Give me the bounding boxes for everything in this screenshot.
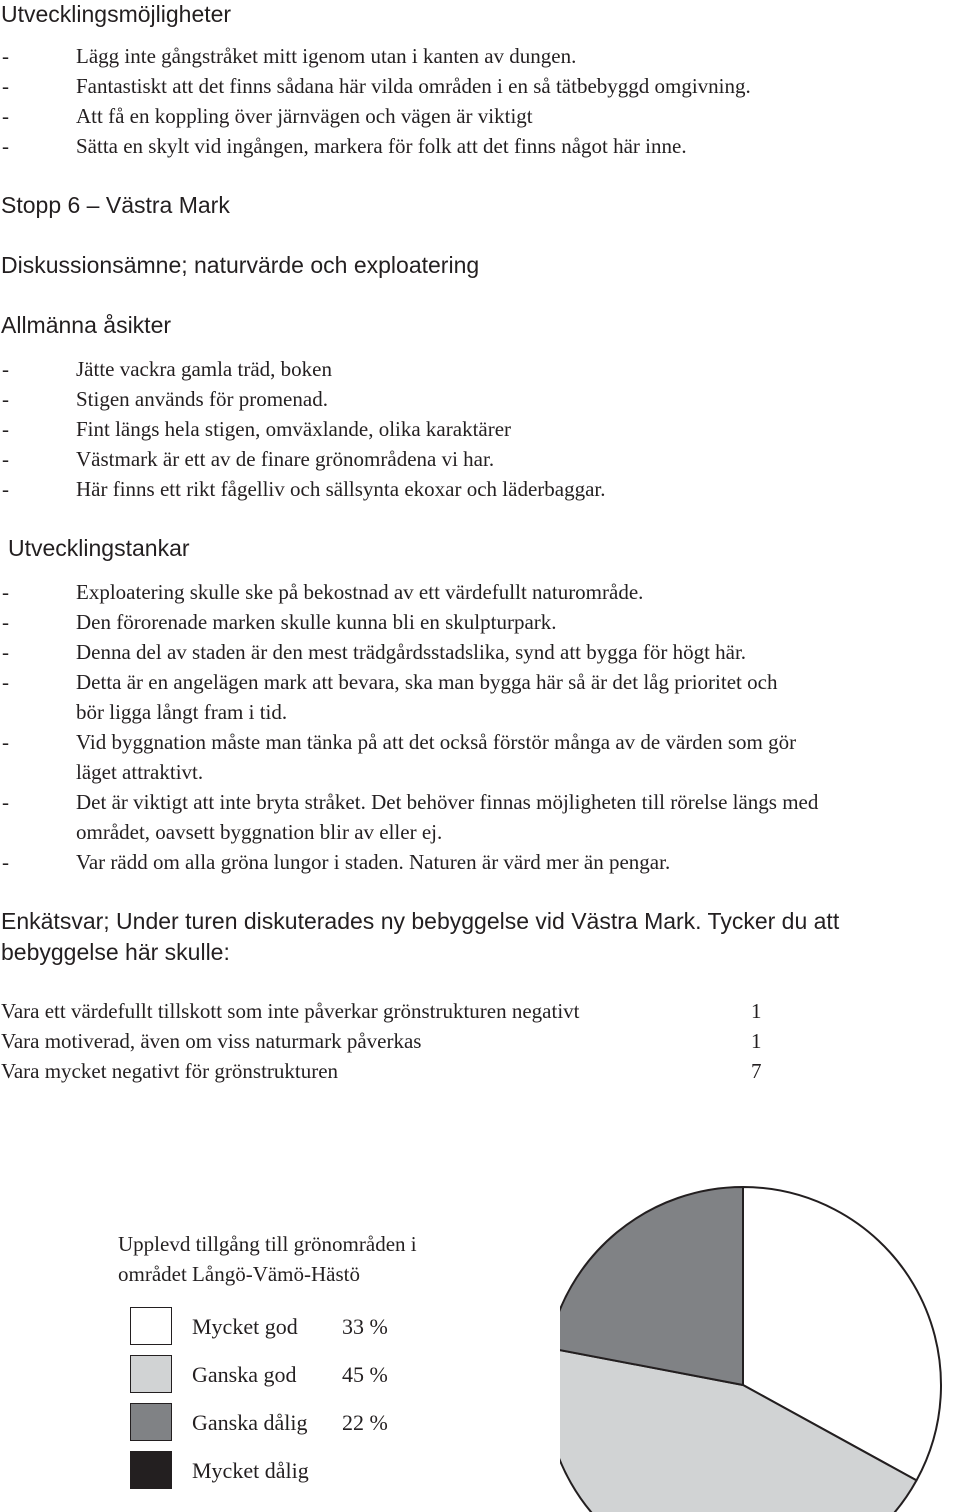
list-item: - Den förorenade marken skulle kunna bli en skulpturpark. [2, 610, 557, 634]
list-allmanna-asikter [0, 354, 960, 504]
list-item: - Fint längs hela stigen, omväxlande, olika karaktärer [2, 417, 512, 441]
legend-swatch [130, 1307, 172, 1345]
list-utvecklingsmojligheter [0, 41, 960, 161]
legend-swatch [130, 1451, 172, 1489]
legend-swatch [130, 1355, 172, 1393]
heading-utvecklingstankar: Utvecklingstankar [8, 535, 190, 561]
survey-row-label: Vara motiverad, även om viss naturmark påverkas [1, 1029, 422, 1053]
list-item: - Jätte vackra gamla träd, boken [2, 357, 332, 381]
heading-allmanna-asikter: Allmänna åsikter [1, 312, 172, 338]
heading-utvecklingsmojligheter: Utvecklingsmöjligheter [1, 1, 232, 27]
chart-title-line: området Långö-Vämö-Hästö [118, 1262, 361, 1286]
list-item: - Västmark är ett av de finare grönområdena vi har. [2, 447, 495, 471]
survey-row-count: 1 [751, 999, 762, 1023]
survey-row-count: 1 [751, 1029, 762, 1053]
legend-label: Mycket dålig [192, 1458, 309, 1483]
legend-value: 45 % [342, 1362, 388, 1387]
list-item: - Sätta en skylt vid ingången, markera för folk att det finns något här inne. [2, 134, 687, 158]
heading-stopp: Stopp 6 – Västra Mark [1, 192, 230, 218]
list-item: - Detta är en angelägen mark att bevara, ska man bygga här så är det låg prioritet och bör ligga långt fram i tid. [2, 670, 778, 724]
legend-value: 22 % [342, 1410, 388, 1435]
list-utvecklingstankar [0, 577, 960, 877]
list-item: - Att få en koppling över järnvägen och vägen är viktigt [2, 104, 533, 128]
list-item: - Vid byggnation måste man tänka på att det också förstör många av de värden som gör läget attraktivt. [2, 730, 797, 784]
chart-title-line: Upplevd tillgång till grönområden i [118, 1232, 417, 1256]
survey-row-label: Vara mycket negativt för grönstrukturen [1, 1059, 339, 1083]
survey-question-line: Enkätsvar; Under turen diskuterades ny bebyggelse vid Västra Mark. Tycker du att [1, 908, 840, 934]
survey-row [1, 1056, 762, 1086]
legend-label: Ganska dålig [192, 1410, 308, 1435]
chart-title [118, 1229, 417, 1289]
legend-value: 33 % [342, 1314, 388, 1339]
heading-diskussion: Diskussionsämne; naturvärde och exploatering [1, 252, 480, 278]
survey-row-label: Vara ett värdefullt tillskott som inte påverkar grönstrukturen negativt [1, 999, 580, 1023]
legend-swatch [130, 1403, 172, 1441]
list-item: - Var rädd om alla gröna lungor i staden. Naturen är värd mer än pengar. [2, 850, 671, 874]
list-item: - Det är viktigt att inte bryta stråket. Det behöver finnas möjligheten till rörelse längs med området, oavsett byggnation blir av eller ej. [2, 790, 819, 844]
list-item: - Exploatering skulle ske på bekostnad av ett värdefullt naturområde. [2, 580, 644, 604]
survey-question [1, 906, 839, 968]
survey-row [1, 996, 762, 1026]
list-item: - Denna del av staden är den mest trädgårdsstadslika, synd att bygga för högt här. [2, 640, 747, 664]
list-item: - Här finns ett rikt fågelliv och sällsynta ekoxar och läderbaggar. [2, 477, 606, 501]
pie-chart [560, 1165, 960, 1512]
survey-row-count: 7 [751, 1059, 762, 1083]
list-item: - Stigen används för promenad. [2, 387, 328, 411]
legend-label: Ganska god [192, 1362, 297, 1387]
survey-question-line: bebyggelse här skulle: [1, 939, 230, 965]
list-item: - Lägg inte gångstråket mitt igenom utan i kanten av dungen. [2, 44, 577, 68]
pie-slice-ganska-dalig [560, 1187, 743, 1385]
list-item: - Fantastiskt att det finns sådana här vilda områden i en så tätbebyggd omgivning. [2, 74, 751, 98]
survey-row [1, 1026, 762, 1056]
legend-label: Mycket god [192, 1314, 298, 1339]
